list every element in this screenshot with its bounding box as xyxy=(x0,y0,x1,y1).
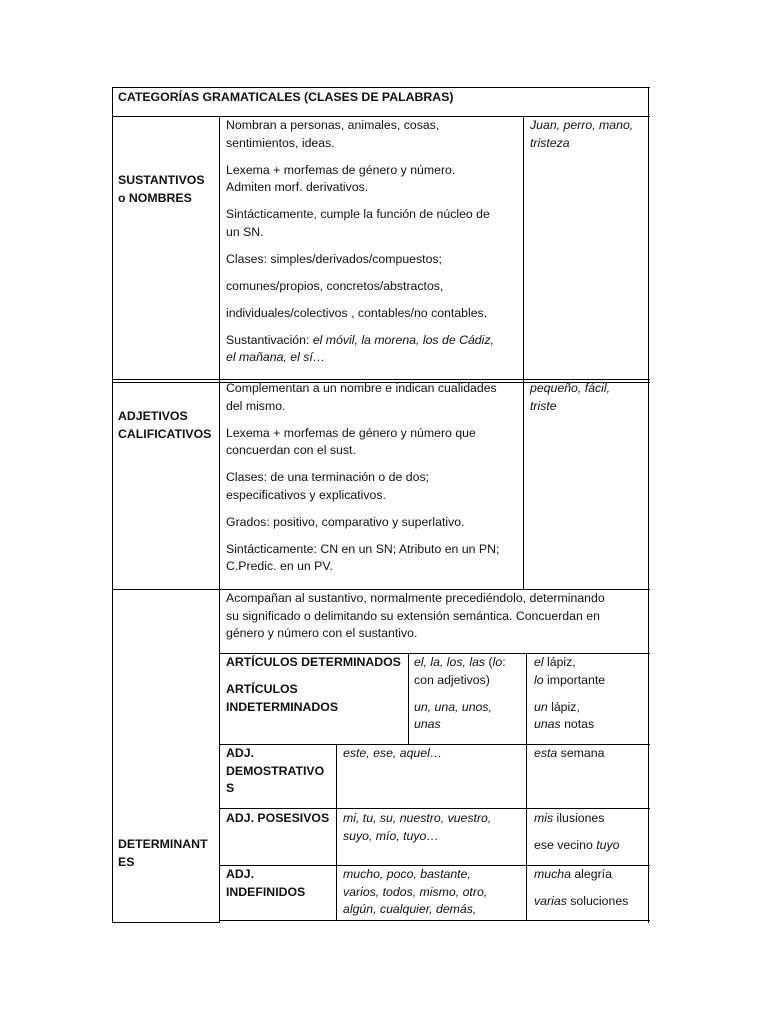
articulos-label xyxy=(226,654,406,716)
paragraph: Nombran a personas, animales, cosas, sentimientos, ideas. xyxy=(226,118,440,150)
demostrativos-examples: esta semana xyxy=(534,746,605,760)
determinantes-intro: Acompañan al sustantivo, normalmente precediéndolo, determinando su significado o delimitando su extensión semántica. Concuerdan en género y número con el sustantivo. xyxy=(226,591,605,640)
demostrativos-label: ADJ. DEMOSTRATIVO S xyxy=(226,746,325,795)
paragraph: Lexema + morfemas de género y número. Admiten morf. derivativos. xyxy=(226,162,456,194)
indefinidos-examples: mucha alegría varias soluciones xyxy=(534,867,629,908)
indefinidos-label: ADJ. INDEFINIDOS xyxy=(226,867,306,899)
posesivos-examples: mis ilusiones ese vecino tuyo xyxy=(534,811,620,852)
sustantivos-description xyxy=(226,117,522,367)
articulos-forms: el, la, los, las (lo: con adjetivos) un, una, unos, unas xyxy=(414,655,506,731)
paragraph: Lexema + morfemas de género y número que concuerdan con el sust. xyxy=(226,425,476,457)
paragraph: Clases: de una terminación o de dos; especificativos y explicativos. xyxy=(226,470,430,502)
paragraph: comunes/propios, concretos/abstractos, xyxy=(226,278,444,293)
adjetivos-examples: pequeño, fácil, triste xyxy=(530,381,610,413)
table-title: CATEGORÍAS GRAMATICALES (CLASES DE PALABRAS) xyxy=(118,90,454,104)
sustantivacion-paragraph: Sustantivación: el móvil, la morena, los de Cádiz, el mañana, el sí… xyxy=(226,332,494,364)
paragraph: Sintácticamente, cumple la función de núcleo de un SN. xyxy=(226,207,490,239)
paragraph: Clases: simples/derivados/compuestos; xyxy=(226,251,442,266)
determinantes-label: DETERMINANT ES xyxy=(118,837,208,869)
paragraph: individuales/colectivos , contables/no contables. xyxy=(226,305,488,320)
posesivos-label: ADJ. POSESIVOS xyxy=(226,811,330,825)
sustantivos-label: SUSTANTIVOS o NOMBRES xyxy=(118,173,205,205)
sustantivos-examples: Juan, perro, mano, tristeza xyxy=(530,118,634,150)
demostrativos-forms: este, ese, aquel… xyxy=(343,746,443,760)
paragraph: Complementan a un nombre e indican cualidades del mismo. xyxy=(226,381,497,413)
paragraph: Sintácticamente: CN en un SN; Atributo en un PN; C.Predic. en un PV. xyxy=(226,541,500,573)
articulos-examples: el lápiz, lo importante un lápiz, unas notas xyxy=(534,655,606,731)
paragraph: Grados: positivo, comparativo y superlativo. xyxy=(226,514,465,529)
posesivos-forms: mi, tu, su, nuestro, vuestro, suyo, mío, tuyo… xyxy=(343,811,492,843)
adjetivos-description xyxy=(226,380,522,576)
articulos-indeterminados-label: ARTÍCULOS INDETERMINADOS xyxy=(226,682,339,714)
indefinidos-forms: mucho, poco, bastante, varios, todos, mismo, otro, algún, cualquier, demás, xyxy=(343,867,488,916)
adjetivos-label: ADJETIVOS CALIFICATIVOS xyxy=(118,409,212,441)
articulos-determinados-label: ARTÍCULOS DETERMINADOS xyxy=(226,655,401,669)
